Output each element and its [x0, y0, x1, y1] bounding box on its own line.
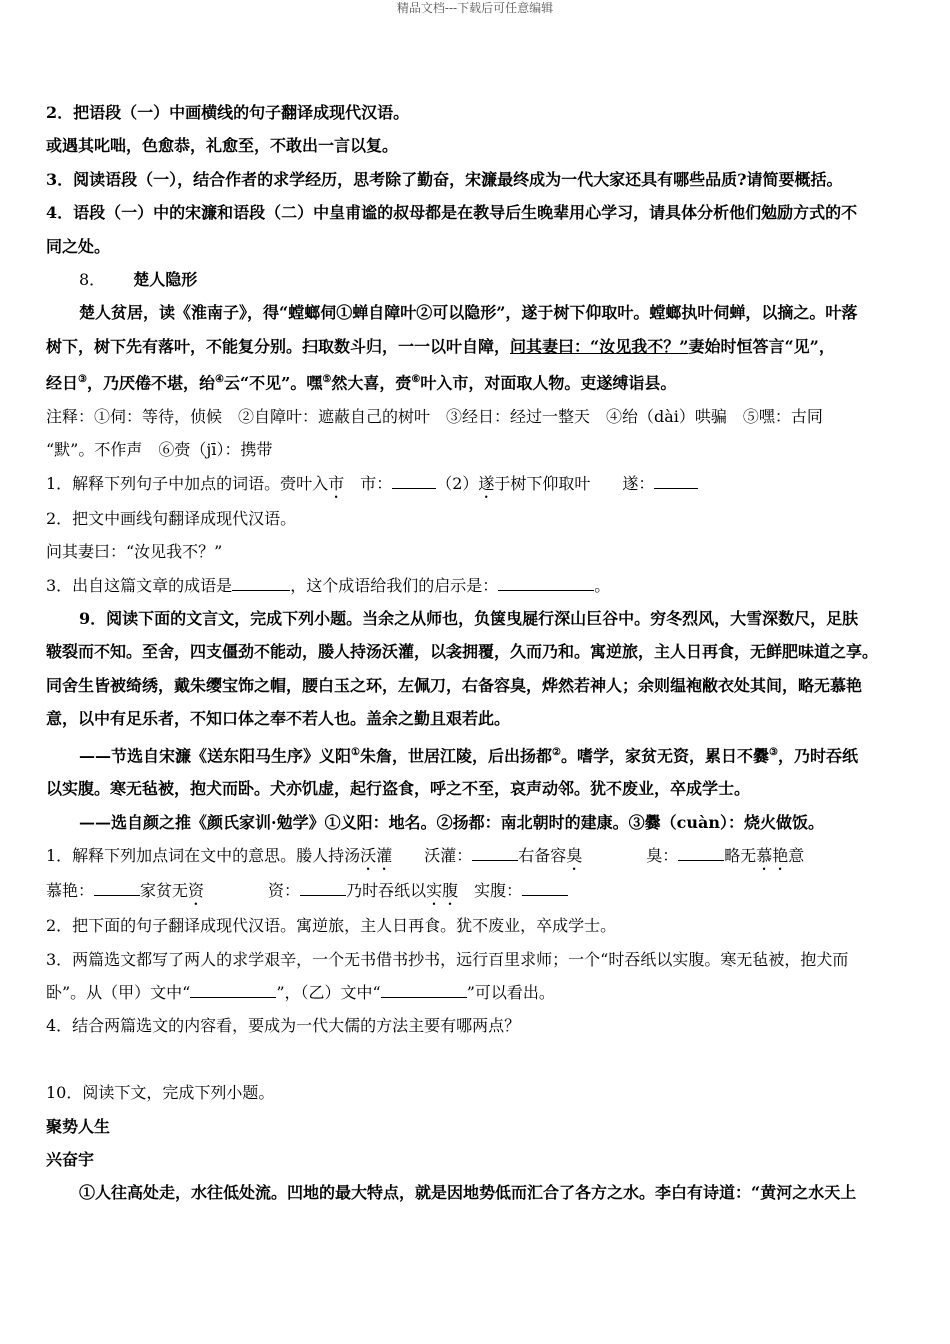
answer-blank[interactable]: [94, 879, 140, 896]
answer-blank[interactable]: [498, 574, 594, 591]
question-4-cont: 同之处。: [46, 236, 111, 256]
annotation: 注释：①伺：等待，侦候 ②自障叶：遮蔽自己的树叶 ③经日：经过一整天 ④绐（dài）哄骗 ⑤嘿：古同: [46, 406, 823, 426]
answer-blank[interactable]: [190, 981, 276, 998]
question-2: 2．把文中画线句翻译成现代汉语。: [46, 508, 297, 528]
question-2: 2．把下面的句子翻译成现代汉语。寓逆旅，主人日再食。犹不废业，卒成学士。: [46, 916, 617, 936]
passage-line: ①人往高处走，水往低处流。凹地的最大特点，就是因地势低而汇合了各方之水。李白有诗道：“黄河之水天上: [79, 1183, 857, 1203]
section-number: 8．: [79, 270, 106, 290]
article-author: 兴奋宇: [46, 1150, 95, 1170]
question-1: 1．解释下列加点词在文中的意思。媵人持汤沃灌 沃灌： 右备容臭 臭： 略无慕艳意: [46, 846, 805, 866]
passage-line: 9．阅读下面的文言文，完成下列小题。当余之从师也，负箧曳屣行深山巨谷中。穷冬烈风，大雪深数尺，足肤: [79, 609, 859, 629]
question-3: 3．出自这篇文章的成语是 ，这个成语给我们的启示是： 。: [46, 575, 611, 595]
question-3: 3．阅读语段（一），结合作者的求学经历，思考除了勤奋，宋濂最终成为一代大家还具有哪些品质?请简要概括。: [46, 169, 843, 189]
quote-sentence: 问其妻曰：“汝见我不？”: [46, 542, 223, 562]
question-4: 4．语段（一）中的宋濂和语段（二）中皇甫谧的叔母都是在教导后生晚辈用心学习，请具体分析他们勉励方式的不: [46, 203, 858, 223]
section-10-title: 10．阅读下文，完成下列小题。: [46, 1083, 275, 1103]
passage-line: 楚人贫居，读《淮南子》，得“螳螂伺①蝉自障叶②可以隐形”，遂于树下仰取叶。螳螂执叶伺蝉，以摘之。叶落: [79, 303, 858, 323]
answer-blank[interactable]: [232, 574, 290, 591]
question-3: 3．两篇选文都写了两人的求学艰辛，一个无书借书抄书，远行百里求师；一个“时吞纸以实腹。寒无毡被，抱犬而: [46, 949, 849, 969]
dotted-word: 遂: [478, 473, 495, 493]
annotation: “默”。不作声 ⑥赍（jī）：携带: [46, 440, 273, 460]
article-title: 聚势人生: [46, 1116, 111, 1136]
question-4: 4．结合两篇选文的内容看，要成为一代大儒的方法主要有哪两点？: [46, 1016, 521, 1036]
answer-blank[interactable]: [300, 879, 346, 896]
answer-blank[interactable]: [392, 472, 436, 489]
question-3-cont: 卧”。从（甲）文中“ ”，（乙）文中“ ”可以看出。: [46, 983, 555, 1002]
question-1: 1．解释下列句子中加点的词语。赍叶入市 市： （2）遂于树下仰取叶 遂：: [46, 467, 906, 502]
page-header: 精品文档---下载后可任意编辑: [396, 1, 554, 15]
answer-blank[interactable]: [522, 879, 568, 896]
answer-blank[interactable]: [654, 472, 698, 489]
quote-sentence: 或遇其叱咄，色愈恭，礼愈至，不敢出一言以复。: [46, 136, 399, 156]
passage-line: 经日③，乃厌倦不堪，绐④云“不见”。嘿⑤然大喜，赍⑥叶入市，对面取人物。吏遂缚诣县。: [46, 373, 677, 393]
dotted-word: 市: [328, 473, 345, 493]
section-8-title: [46, 263, 906, 296]
document-body: [46, 96, 906, 1210]
answer-blank[interactable]: [678, 844, 724, 861]
answer-blank[interactable]: [472, 844, 518, 861]
underlined-sentence: 问其妻曰：“汝见我不？”: [510, 336, 689, 356]
source-note: ——选自颜之推《颜氏家训·勉学》①义阳：地名。②扬都：南北朝时的建康。③爨（cuàn）：烧火做饭。: [79, 812, 824, 832]
passage-line: 以实腹。寒无毡被，抱犬而卧。犬亦饥虚，起行盗食，呼之不至，哀声动邻。犹不废业，卒成学士。: [46, 779, 751, 799]
passage-line: 同舍生皆被绮绣，戴朱缨宝饰之帽，腰白玉之环，左佩刀，右备容臭，烨然若神人；余则缊袍敝衣处其间，略无慕艳: [46, 675, 863, 695]
passage-line: ——节选自宋濂《送东阳马生序》义阳①朱詹，世居江陵，后出扬都②。嗜学，家贫无资，累日不爨③，乃时吞纸: [79, 745, 858, 765]
passage-line: 皲裂而不知。至舍，四支僵劲不能动，媵人持汤沃灌，以衾拥覆，久而乃和。寓逆旅，主人日再食，无鲜肥味道之享。: [46, 642, 879, 662]
passage-line: 树下，树下先有落叶，不能复分别。扫取数斗归，一一以叶自障，问其妻曰：“汝见我不？”妻始时恒答言“见”，: [46, 336, 835, 356]
question-2: 2．把语段（一）中画横线的句子翻译成现代汉语。: [46, 103, 410, 122]
question-1-cont: 慕艳： 家贫无资 资： 乃时吞纸以实腹 实腹：: [46, 874, 906, 909]
answer-blank[interactable]: [381, 981, 467, 998]
spacer: [46, 1043, 906, 1076]
passage-line: 意，以中有足乐者，不知口体之奉不若人也。盖余之勤且艰若此。: [46, 709, 511, 729]
section-title: 楚人隐形: [133, 270, 198, 290]
